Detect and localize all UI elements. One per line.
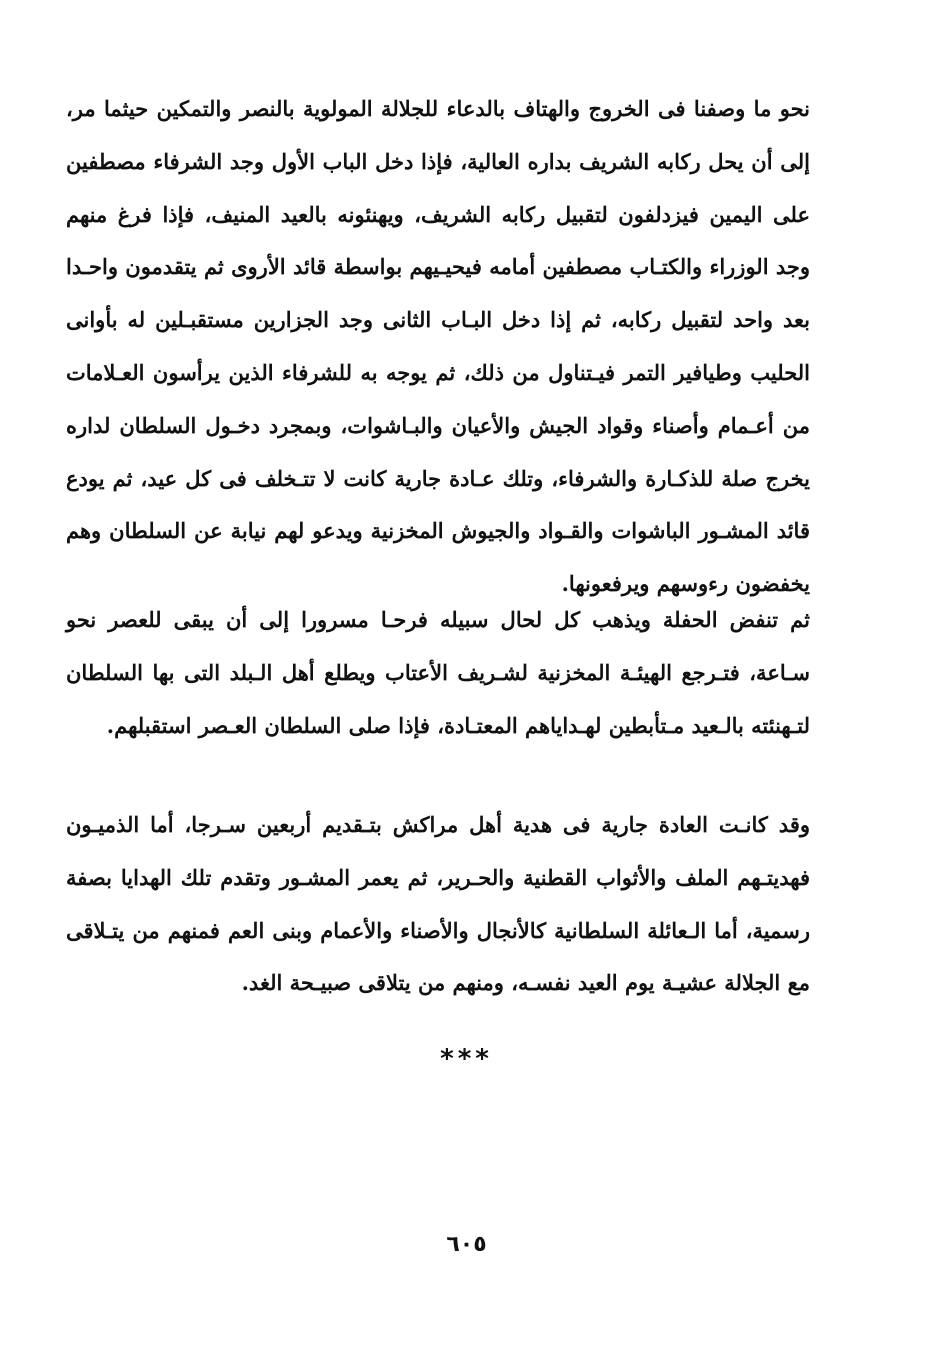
page-number: ٦٠٥ bbox=[446, 1232, 487, 1257]
paragraph-2: ثم تنفض الحفلة ويذهب كل لحال سبيله فرحـا مسرورا إلى أن يبقى للعصر نحو سـاعة، فتـرجع الهيئـة المخزنية لشـريف الأعتاب ويطلع أهل الـبلد التى بها السلطان لتـهنئته بالـعيد مـتأبطين لهـداياهم المعتـادة، فإذا صلى السلطان العـصر استقبلهم. bbox=[66, 607, 810, 738]
paragraph-3: وقد كانـت العادة جارية فى هدية أهل مراكش بتـقديم أربعين سـرجا، أما الذميـون فهديتـهم الملف والأثواب القطنية والحـرير، ثم يعمر المشـور وتقدم تلك الهدايا بصفة رسمية، أما الـعائلة السلطانية كالأنجال والأصناء والأعمام وبنى العم فمنهم من يتـلاقى مع الجلالة عشيـة يوم العيد نفسـه، ومنهم من يتلاقى صبيـحة الغد. bbox=[66, 812, 810, 996]
section-separator: *** bbox=[440, 1044, 493, 1074]
paragraph-1: نحو ما وصفنا فى الخروج والهتاف بالدعاء للجلالة المولوية بالنصر والتمكين حيثما مر، إلى أن يحل ركابه الشريف بداره العالية، فإذا دخل الباب الأول وجد الشرفاء مصطفين على اليمين فيزدلفون لتقبيل ركابه الشريف، ويهنئونه بالعيد المنيف، فإذا فرغ منهم وجد الوزراء والكتـاب مصطفين أمامه فيحيـيهم بواسطة قائد الأروى ثم يتقدمون واحـدا بعد واحد لتقبيل ركابه، ثم إذا دخل البـاب الثانى وجد الجزارين مستقبـلين له بأوانى الحليب وطيافير التمر فيـتناول من ذلك، ثم يوجه به للشرفاء الذين يرأسون العـلامات من أعـمام وأصناء وقواد الجيش والأعيان والبـاشوات، وبمجرد دخـول السلطان لداره يخرج صلة للذكـارة والشرفاء، وتلك عـادة جارية كانت لا تتـخلف فى كل عيد، ثم يودع قائد المشـور الباشوات والقـواد والجيوش المخزنية ويدعو لهم نيابة عن السلطان وهم يخفضون رءوسهم ويرفعونها. bbox=[66, 96, 810, 597]
